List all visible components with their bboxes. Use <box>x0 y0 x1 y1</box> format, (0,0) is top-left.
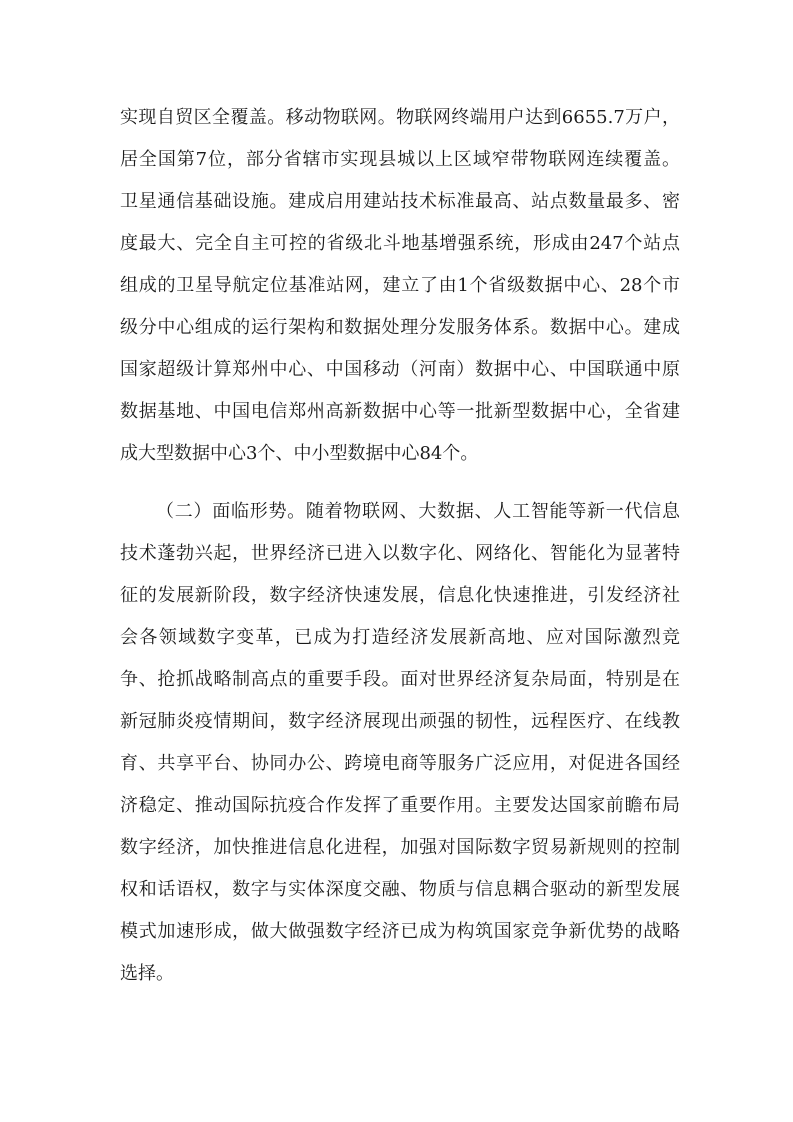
paragraph-2-line-11: 模式加速形成，做大做强数字经济已成为构筑国家竞争新优势的战略 <box>120 921 680 942</box>
paragraph-2-line-1: （二）面临形势。随着物联网、大数据、人工智能等新一代信息 <box>156 501 680 522</box>
paragraph-2-line-10: 权和话语权，数字与实体深度交融、物质与信息耦合驱动的新型发展 <box>120 879 680 900</box>
paragraph-2-line-8: 济稳定、推动国际抗疫合作发挥了重要作用。主要发达国家前瞻布局 <box>120 795 680 816</box>
paragraph-2-line-2: 技术蓬勃兴起，世界经济已进入以数字化、网络化、智能化为显著特 <box>120 543 680 564</box>
paragraph-1-line-2: 居全国第7位，部分省辖市实现县城以上区域窄带物联网连续覆盖。 <box>120 149 680 170</box>
paragraph-2-line-7: 育、共享平台、协同办公、跨境电商等服务广泛应用，对促进各国经 <box>120 753 680 774</box>
paragraph-1-line-8: 数据基地、中国电信郑州高新数据中心等一批新型数据中心，全省建 <box>120 401 680 422</box>
paragraph-1-line-3: 卫星通信基础设施。建成启用建站技术标准最高、站点数量最多、密 <box>120 191 680 212</box>
paragraph-2-line-5: 争、抢抓战略制高点的重要手段。面对世界经济复杂局面，特别是在 <box>120 669 680 690</box>
paragraph-1-line-6: 级分中心组成的运行架构和数据处理分发服务体系。数据中心。建成 <box>120 317 680 338</box>
paragraph-2-line-4: 会各领域数字变革，已成为打造经济发展新高地、应对国际激烈竞 <box>120 627 680 648</box>
paragraph-1-line-5: 组成的卫星导航定位基准站网，建立了由1个省级数据中心、28个市 <box>120 275 680 296</box>
paragraph-1-line-9: 成大型数据中心3个、中小型数据中心84个。 <box>120 443 479 464</box>
paragraph-2-line-6: 新冠肺炎疫情期间，数字经济展现出顽强的韧性，远程医疗、在线教 <box>120 711 680 732</box>
paragraph-1-line-7: 国家超级计算郑州中心、中国移动（河南）数据中心、中国联通中原 <box>120 359 680 380</box>
paragraph-1-line-4: 度最大、完全自主可控的省级北斗地基增强系统，形成由247个站点 <box>120 233 680 254</box>
paragraph-2-line-9: 数字经济，加快推进信息化进程，加强对国际数字贸易新规则的控制 <box>120 837 680 858</box>
paragraph-2-line-12: 选择。 <box>120 963 174 984</box>
paragraph-1-line-1: 实现自贸区全覆盖。移动物联网。物联网终端用户达到6655.7万户， <box>120 107 680 128</box>
paragraph-2-line-3: 征的发展新阶段，数字经济快速发展，信息化快速推进，引发经济社 <box>120 585 680 606</box>
